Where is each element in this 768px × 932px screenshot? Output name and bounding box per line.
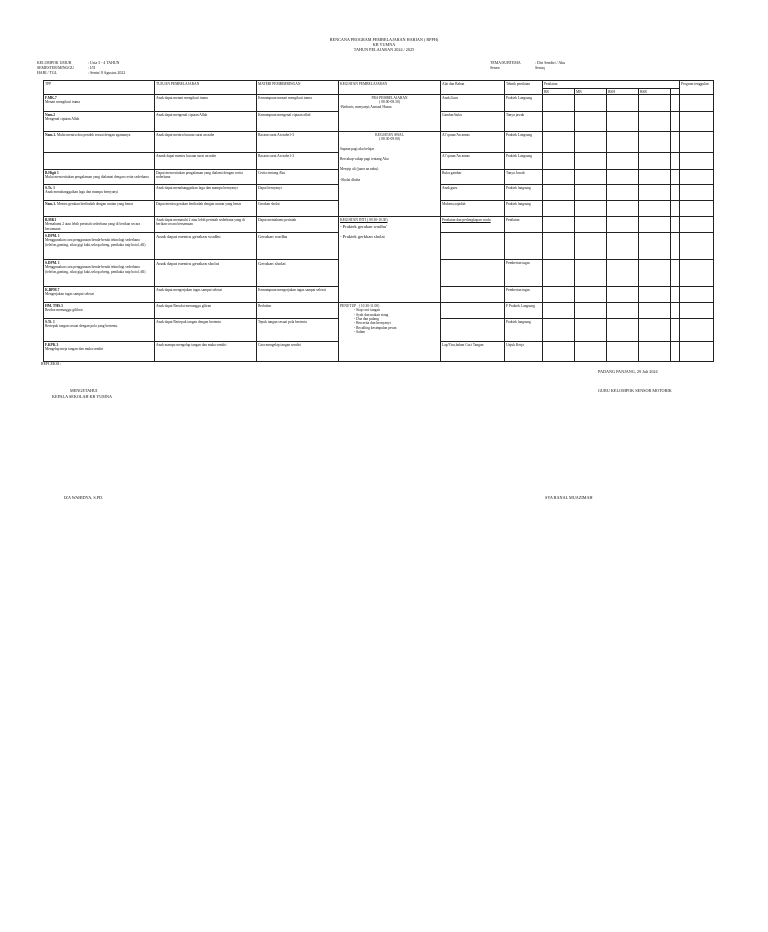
materi-cell: Kemampuan mengerjakan tugas sampai selesai <box>257 287 339 303</box>
pra-title: PRA PEMBELAJARAN <box>371 96 408 101</box>
penutup-item: Syah dan makan siang <box>356 312 389 317</box>
penutup-item: Doa dan pulang <box>356 316 379 321</box>
pra-body: -Berbaris, menyanyi,Asmaul Husna <box>340 104 392 109</box>
tpp-text: Meniru gerakan beribadah dengan urutan yang benar <box>56 202 133 207</box>
alat-cell: Lap/Tisu,bahan Cuci Tangan <box>441 342 505 362</box>
tpp-code: S.Ts. 1 <box>45 186 55 191</box>
tpp-text: Menari mengikuti irama <box>45 100 80 105</box>
inti-item: - Praktek gerkkan sholat <box>340 234 385 240</box>
tujuan-cell: Anak dapat meniru gerakan wudhu <box>155 233 257 260</box>
tujuan-cell: Anak dapat menahanggaikan lagu dan mampu bernyanyi <box>155 185 257 201</box>
tujuan-cell: Anak dapat mengerjakan tugas sampai selesai <box>155 287 257 303</box>
meta-label: KELOMPOK UMUR <box>37 61 72 65</box>
materi-cell: Berbabar <box>257 303 339 319</box>
header-tujuan: TUJUAN PEMBELAJARAN <box>155 81 257 95</box>
meta-label: HARI / TGL <box>37 71 58 76</box>
tpp-code: F.MK.7 <box>45 96 57 101</box>
meta-label: Senen <box>490 66 500 71</box>
alat-cell <box>441 233 505 260</box>
meta-value: : Usia 3 - 4 TAHUN <box>88 61 120 65</box>
penutup-item: Siap cuci tangan <box>356 308 380 313</box>
kegiatan-pra <box>339 95 441 132</box>
awal-time: ( 08.30-09.00) <box>379 137 400 142</box>
meta-value: : Senin/ 8 Agustus 2022 <box>88 71 126 76</box>
tujuan-cell: Anak dapat meniru gerakan sholat <box>155 260 257 287</box>
tujuan-cell: Anak dapat Bertepuk tangan dengan bertentu <box>155 319 257 342</box>
meta-label: SEMESTER/MINGGU <box>37 66 74 71</box>
alat-cell: Gambar/buku <box>441 112 505 132</box>
header-program: Program tenggulan <box>680 81 714 95</box>
signature-left: IZA WAHIDYA, S.PD. <box>64 495 104 500</box>
materi-cell: Gerakan sholat <box>257 260 339 287</box>
tpp-text: Menggunakan cara penggunaan benda-benda teknologi sederhana (telefon,gunting, sikat gigi kaki,sekop,obeng, penikaka tutp botol, dll) <box>45 238 146 247</box>
materi-cell: Gerakan sholat <box>257 201 339 217</box>
penutup-time: ( 10.30-11.00) <box>358 304 380 309</box>
alat-cell <box>441 319 505 342</box>
rpph-table <box>43 80 714 362</box>
tpp-code: S.DPM. 1 <box>45 234 60 239</box>
tujuan-cell: Anank dapat meniru bacaan surat an nabe <box>155 153 257 170</box>
teknik-cell: Praktek langsung <box>505 319 543 342</box>
pra-time: ( 08.00-08.30) <box>379 100 400 105</box>
tpp-text: Anak menahanggaikan lagu dan mampu bernyanyi <box>45 190 119 195</box>
alat-cell: Peralatan dan perlengkapan wudu <box>441 217 505 233</box>
header-materi: MATERI PEMBIMBINGAN <box>257 81 339 95</box>
penutup-title: PENUTUP <box>340 304 357 309</box>
school-year: TAHUN PELAJARAN 2024 / 2025 <box>353 47 415 52</box>
alat-cell: Mukena,sajadah <box>441 201 505 217</box>
alat-cell <box>441 303 505 319</box>
tpp-code: F.KPK.3 <box>45 343 59 348</box>
alat-cell: Al 'quran/An annas <box>441 132 505 153</box>
header-tpp: TPP <box>44 81 155 95</box>
teknik-cell: Pemberian tugas <box>505 287 543 303</box>
document-title: RENCANA PROGRAM PEMBELAJARAN HARIAN ( RPPH) <box>329 37 439 42</box>
alat-cell: Anak,guru <box>441 185 505 201</box>
alat-cell <box>441 260 505 287</box>
materi-cell: Tepuk tangan sesuai pola bertentu <box>257 319 339 342</box>
place-date: PADANG PANJANG, 29 Juli 2024 <box>598 369 658 374</box>
alat-cell: Buku gambar <box>441 170 505 185</box>
header-penilaian: Penilaian <box>543 81 680 89</box>
header-alat: Alat dan Bahan <box>441 81 505 95</box>
materi-cell: Gerakan wudhu <box>257 233 339 260</box>
meta-right <box>490 61 565 71</box>
meta-label: TEMA/SUBTEMA <box>490 61 521 65</box>
guru-label: GURU KELOMPOK SENSOR MOTORIK <box>598 388 672 393</box>
tujuan-cell: Anak dapat meniru bacaan surat an nabe <box>155 132 257 153</box>
inti-item: - Praktek gerakan wudhu' <box>340 224 387 230</box>
tujuan-cell: Dapat menceritakan pengalaman yang dialami dengan cerita sederhana <box>155 170 257 185</box>
penutup-item: Salam <box>356 329 366 334</box>
header-kegiatan: KEGIATAN PEMBELAJARAN <box>339 81 441 95</box>
tpp-text: Mengenal ciptaan Allah <box>45 117 80 122</box>
teknik-cell: Praktek langsung <box>505 201 543 217</box>
tpp-text: Mulai meniru doa pendek sesuai dengan agamanya <box>56 133 131 138</box>
materi-cell: Cara mengelap tangan sendiri <box>257 342 339 362</box>
tpp-code: S.Ti. 1 <box>45 320 55 325</box>
tpp-text: Mengelap meja tangan dan muka sendiri <box>45 347 104 352</box>
awal-item: Sapaan pagi aku belajar <box>340 146 375 151</box>
teknik-cell: Pemberian tugas <box>505 260 543 287</box>
tpp-text: Memahami 2 atau lebih perintah sederhana yang di berikan secara bersamaan <box>45 222 141 231</box>
awal-item: Menyip ali (juara an nabu) <box>340 167 379 172</box>
tpp-code: S.DPM. 1 <box>45 261 60 266</box>
table-row <box>44 95 714 112</box>
penutup-item: Bercerita dan bernyanyi <box>356 321 391 326</box>
signature-right: SYA RANAL MUAZIMAH <box>545 495 593 500</box>
tpp-code: K.BPM.7 <box>45 288 60 293</box>
tpp-code: Nam.1. <box>45 133 56 138</box>
materi-cell: Bacaan surat An nabe1-3 <box>257 153 339 170</box>
tujuan-cell: Anak dapat menari mengikuti irama <box>155 95 257 112</box>
table-row <box>44 217 714 233</box>
school-name: KB YUMNA <box>372 42 396 47</box>
materi-cell: Bacaan surat An nabe1-3 <box>257 132 339 153</box>
teknik-cell: Praktek Langsung <box>505 153 543 170</box>
teknik-cell: Unjuk Kerja <box>505 342 543 362</box>
kegiatan-awal <box>339 132 441 217</box>
teknik-cell: Praktek Langsung <box>505 95 543 112</box>
teknik-cell: F Praktek Langsung <box>505 303 543 319</box>
table-row <box>44 132 714 153</box>
mengetahui-label: MENGETAHUI <box>70 388 98 393</box>
tujuan-cell: Anak dapat Berudat menunggu giliran <box>155 303 257 319</box>
meta-value: : I/II <box>88 66 96 71</box>
materi-cell: Dapat memahami perintah <box>257 217 339 233</box>
refleksi-label: REFLEKSI : <box>41 362 62 366</box>
teknik-cell: Penilaian <box>505 217 543 233</box>
tpp-text: Berdoa menunggu gilihon <box>45 308 83 313</box>
header-bsh: BSH <box>607 89 639 95</box>
materi-cell: Kemampuan menari mengikuti irama <box>257 95 339 112</box>
kepala-label: KEPALA SEKOLAH KB YUMNA <box>52 394 113 399</box>
materi-cell: Cerita tentang Aku <box>257 170 339 185</box>
meta-value: Senaq <box>535 66 545 71</box>
tpp-text: Bertepuk tangan sesuai dengan pola yang bertentu <box>45 324 118 329</box>
kegiatan-inti <box>339 217 441 303</box>
meta-left <box>37 61 125 77</box>
tpp-text: Menggunakan cara penggunaan benda-benda teknologi sederhana (telefon,gunting, sikat gigi kaki,sekop,obeng, penikaka tutp botol, dll) <box>45 265 146 274</box>
materi-cell: Kemampuan mengenal ciptaan allah <box>257 112 339 132</box>
kegiatan-penutup: PENUTUP ( 10.30-11.00) - Siap cuci tangan - Syah dan makan siang - Doa dan pulang - Bercerita dan bernyanyi - Recalling kesimpulan pesan - Salam <box>339 303 441 362</box>
tujuan-cell: Anak dapat mematuhi 2 atau lebih perintah sederhana yang di berikan secara bersamaan <box>155 217 257 233</box>
teknik-cell: Praktek langsung <box>505 185 543 201</box>
tpp-text: Mengerjakan tugas sampai selesai <box>45 292 94 297</box>
awal-item: -Sholat dhuha <box>340 177 361 182</box>
tpp-code: HM. THS.3 <box>45 304 63 309</box>
tujuan-cell: Dapat meniru gerakan beribadah dengan urutan yang benar <box>155 201 257 217</box>
penutup-item: Recalling kesimpulan pesan <box>356 325 397 330</box>
teknik-cell <box>505 233 543 260</box>
table-row <box>44 303 714 319</box>
alat-cell <box>441 287 505 303</box>
header-bb: BB <box>543 89 575 95</box>
tujuan-cell: Anak mampu mengelap tangan dan muka sendiri <box>155 342 257 362</box>
alat-cell: Al 'quran/An annas <box>441 153 505 170</box>
tpp-text: Mulai menceritakan pengalaman yang dialamai dengan cerita sederhana <box>45 175 149 180</box>
teknik-cell: Praktek Langsung <box>505 132 543 153</box>
awal-item: Bercakap-cakap pagi tentang Aku <box>340 156 389 161</box>
teknik-cell: Tanya jawab <box>505 112 543 132</box>
tpp-code: B.Higit 1 <box>45 171 59 176</box>
tpp-code: B.MK1 <box>45 218 57 223</box>
teknik-cell: Tanya Jawab <box>505 170 543 185</box>
header-mb: MB <box>575 89 607 95</box>
tpp-code: Nam.1. <box>45 202 56 207</box>
tpp-code: Nam.2 <box>45 113 56 118</box>
materi-cell: Dapat bernyanyi <box>257 185 339 201</box>
inti-title: KEGIATAN INTI ( 09.30-10.30) <box>340 218 388 223</box>
tujuan-cell: Anak dapat mengenal ciptaan Allah <box>155 112 257 132</box>
header-teknik: Teknik penilaian <box>505 81 543 95</box>
awal-title: KEGIATAN AWAL <box>375 133 404 138</box>
alat-cell: Anak,Guru <box>441 95 505 112</box>
meta-value: : Diri Sendiri / Aku <box>535 61 566 65</box>
header-bsb: BSB <box>639 89 671 95</box>
